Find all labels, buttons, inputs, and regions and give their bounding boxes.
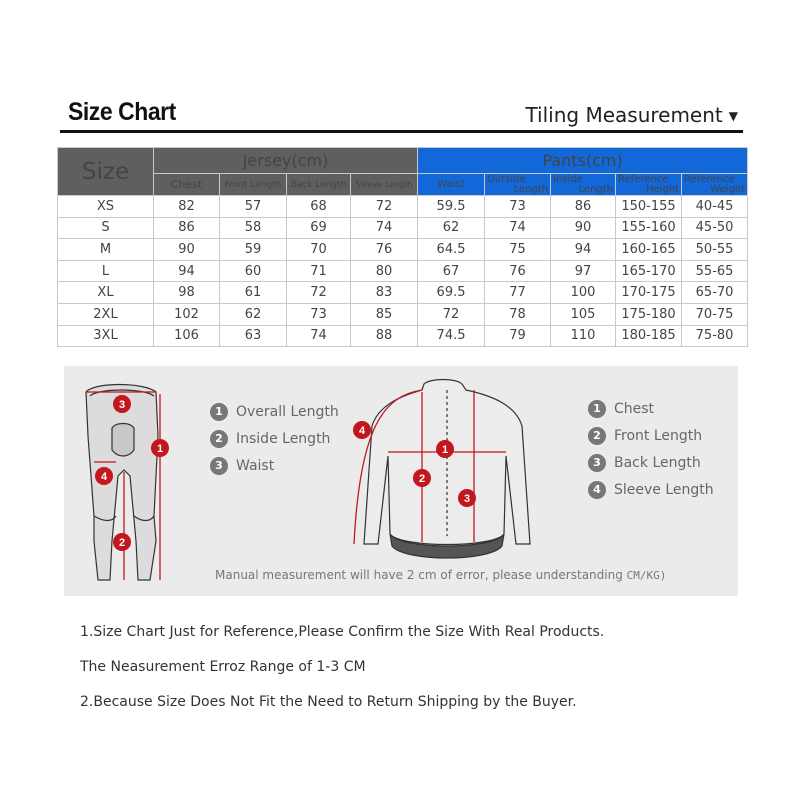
legend-item: 3 Waist (210, 452, 339, 479)
measurement-note: Manual measurement will have 2 cm of error, please understanding CM/KG) (215, 568, 667, 582)
marker-pants-4 (95, 467, 113, 485)
caret-down-icon: ▼ (728, 109, 738, 123)
table-row (58, 282, 748, 304)
table-cell: 110 (551, 325, 616, 347)
footer-notes (80, 622, 604, 727)
table-cell: 77 (485, 282, 551, 304)
table-cell: 74 (485, 217, 551, 239)
table-cell: S (58, 217, 154, 239)
table-cell: 59 (220, 239, 287, 261)
table-row (58, 239, 748, 261)
table-cell: 155-160 (616, 217, 682, 239)
table-cell: 58 (220, 217, 287, 239)
marker-pants-3 (113, 395, 131, 413)
table-cell: 69.5 (418, 282, 485, 304)
table-cell: XS (58, 196, 154, 218)
col-header-sleeve-length: Sleeve Length (351, 174, 418, 196)
table-cell: 100 (551, 282, 616, 304)
table-cell: 94 (551, 239, 616, 261)
note-line: 2.Because Size Does Not Fit the Need to Return Shipping by the Buyer. (80, 694, 577, 710)
table-cell: 61 (220, 282, 287, 304)
table-cell: 79 (485, 325, 551, 347)
table-cell: 160-165 (616, 239, 682, 261)
table-cell: 63 (220, 325, 287, 347)
jersey-legend (588, 395, 714, 503)
marker-jersey-1 (436, 440, 454, 458)
svg-text:3: 3 (463, 493, 471, 505)
table-cell: 72 (287, 282, 351, 304)
table-cell: 170-175 (616, 282, 682, 304)
table-cell: 90 (154, 239, 220, 261)
col-header-reference-weight: Reference Weight (682, 174, 748, 196)
table-cell: 102 (154, 303, 220, 325)
note-line: The Neasurement Erroz Range of 1-3 CM (80, 659, 366, 675)
marker-jersey-3 (458, 489, 476, 507)
marker-jersey-4 (353, 421, 371, 439)
measurement-type-dropdown[interactable] (525, 103, 738, 127)
legend-item: 2 Front Length (588, 422, 714, 449)
table-cell: 74 (287, 325, 351, 347)
table-row (58, 260, 748, 282)
table-cell: 97 (551, 260, 616, 282)
table-cell: 165-170 (616, 260, 682, 282)
svg-text:2: 2 (118, 537, 126, 549)
table-cell: 76 (485, 260, 551, 282)
measurement-type-label: Tiling Measurement (525, 103, 723, 127)
table-cell: 82 (154, 196, 220, 218)
table-cell: 70-75 (682, 303, 748, 325)
table-cell: 74.5 (418, 325, 485, 347)
svg-text:1: 1 (441, 444, 449, 456)
table-cell: 73 (287, 303, 351, 325)
size-table (57, 147, 748, 347)
table-row (58, 217, 748, 239)
table-cell: 88 (351, 325, 418, 347)
table-cell: 72 (418, 303, 485, 325)
table-cell: 98 (154, 282, 220, 304)
table-cell: 83 (351, 282, 418, 304)
size-column-header: Size (58, 148, 154, 196)
number-1-icon: 1 (588, 400, 606, 418)
table-cell: 72 (351, 196, 418, 218)
table-cell: XL (58, 282, 154, 304)
table-cell: 75 (485, 239, 551, 261)
table-cell: 50-55 (682, 239, 748, 261)
jersey-group-header: Jersey(cm) (154, 148, 418, 174)
table-cell: 150-155 (616, 196, 682, 218)
number-2-icon: 2 (210, 430, 228, 448)
table-cell: 80 (351, 260, 418, 282)
table-cell: 105 (551, 303, 616, 325)
table-cell: 71 (287, 260, 351, 282)
marker-pants-2 (113, 533, 131, 551)
size-table-body (58, 196, 748, 347)
table-cell: 73 (485, 196, 551, 218)
table-cell: 45-50 (682, 217, 748, 239)
number-2-icon: 2 (588, 427, 606, 445)
number-3-icon: 3 (588, 454, 606, 472)
pants-group-header: Pants(cm) (418, 148, 748, 174)
table-cell: 60 (220, 260, 287, 282)
table-cell: 68 (287, 196, 351, 218)
marker-jersey-2 (413, 469, 431, 487)
col-header-inside-length: Inside Length (551, 174, 616, 196)
table-cell: 3XL (58, 325, 154, 347)
pants-legend (210, 398, 339, 479)
svg-text:4: 4 (100, 471, 108, 483)
table-cell: 175-180 (616, 303, 682, 325)
table-cell: 74 (351, 217, 418, 239)
svg-text:1: 1 (156, 443, 164, 455)
legend-item: 1 Overall Length (210, 398, 339, 425)
table-cell: 59.5 (418, 196, 485, 218)
legend-item: 1 Chest (588, 395, 714, 422)
table-cell: 55-65 (682, 260, 748, 282)
legend-item: 3 Back Length (588, 449, 714, 476)
table-cell: 75-80 (682, 325, 748, 347)
col-header-reference-height: Reference Height (616, 174, 682, 196)
table-cell: 2XL (58, 303, 154, 325)
table-cell: L (58, 260, 154, 282)
svg-text:2: 2 (418, 473, 426, 485)
note-line: 1.Size Chart Just for Reference,Please Confirm the Size With Real Products. (80, 624, 605, 640)
table-cell: 86 (551, 196, 616, 218)
table-cell: 76 (351, 239, 418, 261)
table-cell: M (58, 239, 154, 261)
table-cell: 69 (287, 217, 351, 239)
col-header-outside-length: Outside Length (485, 174, 551, 196)
legend-item: 4 Sleeve Length (588, 476, 714, 503)
number-4-icon: 4 (588, 481, 606, 499)
table-cell: 70 (287, 239, 351, 261)
svg-text:3: 3 (118, 399, 126, 411)
number-1-icon: 1 (210, 403, 228, 421)
table-cell: 57 (220, 196, 287, 218)
table-cell: 180-185 (616, 325, 682, 347)
table-row (58, 303, 748, 325)
table-cell: 64.5 (418, 239, 485, 261)
col-header-front-length: Front Length (220, 174, 287, 196)
table-row (58, 196, 748, 218)
table-cell: 62 (220, 303, 287, 325)
table-cell: 40-45 (682, 196, 748, 218)
table-cell: 85 (351, 303, 418, 325)
table-cell: 90 (551, 217, 616, 239)
header-divider (60, 130, 743, 133)
legend-item: 2 Inside Length (210, 425, 339, 452)
table-cell: 86 (154, 217, 220, 239)
marker-pants-1 (151, 439, 169, 457)
table-row (58, 325, 748, 347)
table-cell: 78 (485, 303, 551, 325)
col-header-waist: Waist (418, 174, 485, 196)
col-header-chest: Chest (154, 174, 220, 196)
table-cell: 62 (418, 217, 485, 239)
table-cell: 67 (418, 260, 485, 282)
table-cell: 106 (154, 325, 220, 347)
table-cell: 94 (154, 260, 220, 282)
page-title: Size Chart (68, 98, 176, 126)
col-header-back-length: Back Length (287, 174, 351, 196)
table-cell: 65-70 (682, 282, 748, 304)
svg-text:4: 4 (358, 425, 366, 437)
measurement-diagram (64, 366, 738, 596)
number-3-icon: 3 (210, 457, 228, 475)
